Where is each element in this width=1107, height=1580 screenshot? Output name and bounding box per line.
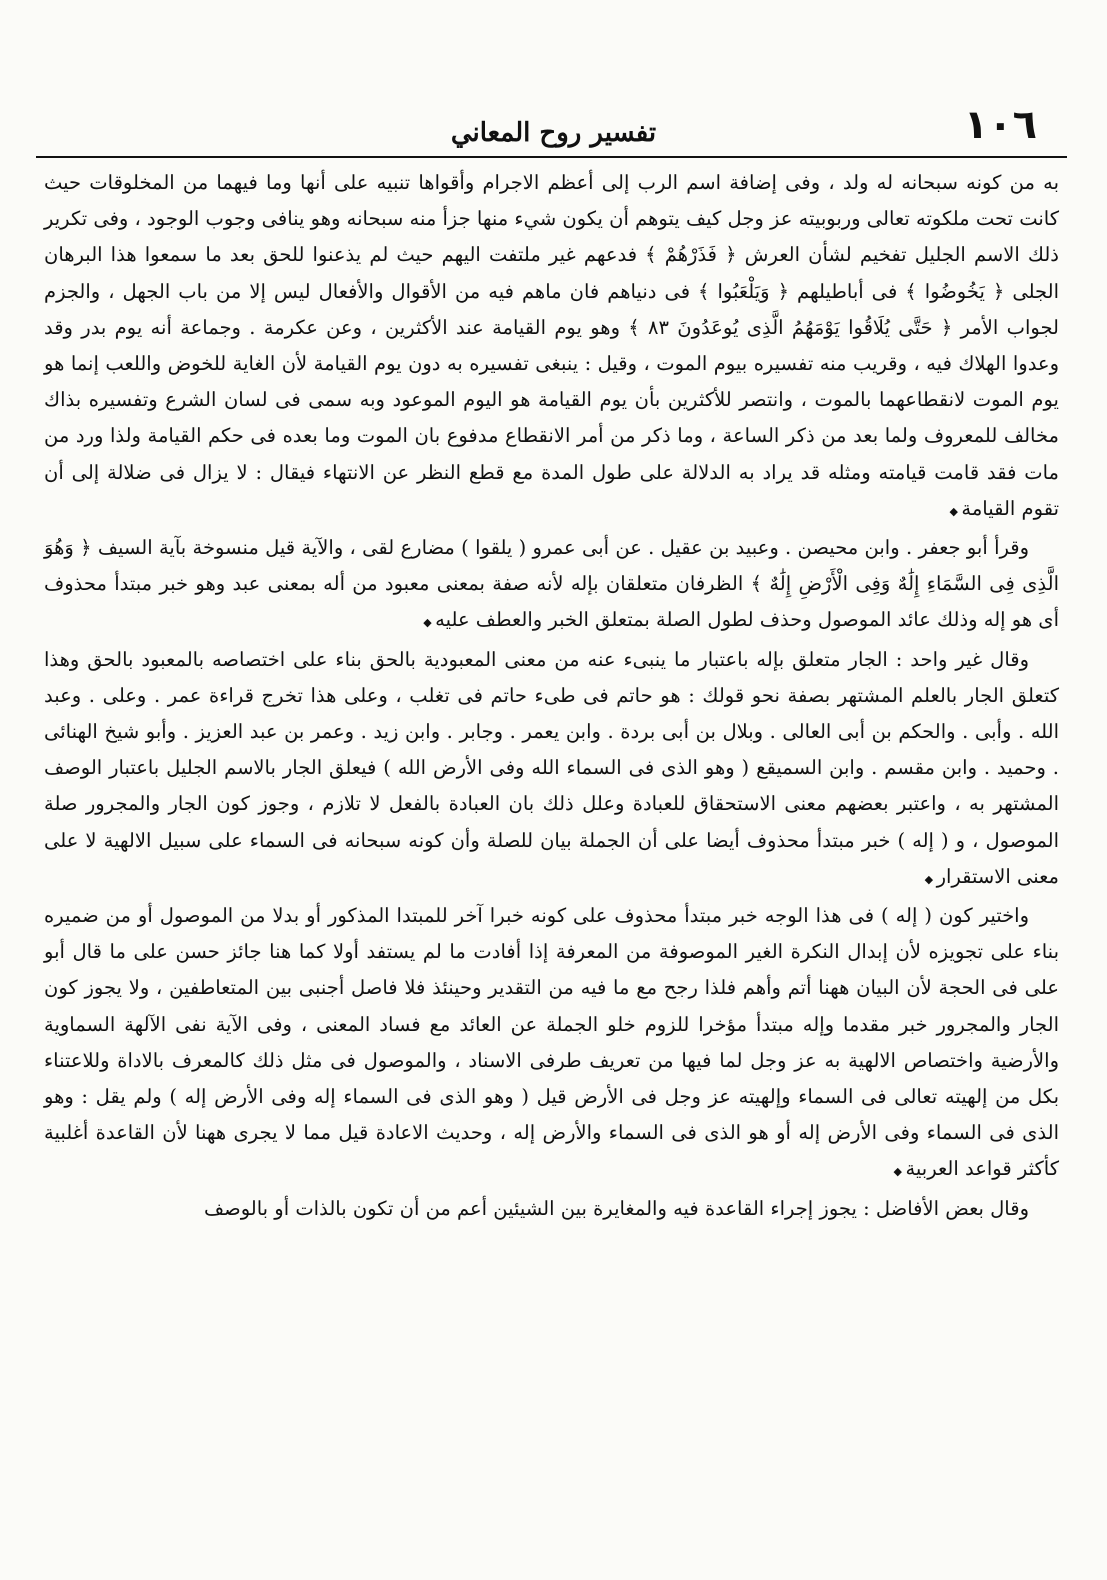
page-body (44, 165, 1059, 1227)
running-title: تفسير روح المعاني (450, 118, 657, 148)
paragraph-1: به من كونه سبحانه له ولد ، وفى إضافة اسم الرب إلى أعظم الاجرام وأقواها تنبيه على أنها وما فيهما من المخلوقات حيث كانت تحت ملكوته تعالى وربوبيته عز وجل كيف يتوهم أن يكون شيء منها جزأ منه سبحانه وهو ينافى وجوب الوجود ، وفى تكرير ذلك الاسم الجليل تفخيم لشأن العرش ﴿ فَذَرْهُمْ ﴾ فدعهم غير ملتفت اليهم حيث لم يذعنوا للحق بعد ما سمعوا هذا البرهان الجلى ﴿ يَخُوضُوا ﴾ فى أباطيلهم ﴿ وَيَلْعَبُوا ﴾ فى دنياهم فان ماهم فيه من الأقوال والأفعال ليس إلا من باب الجهل ، والجزم لجواب الأمر ﴿ حَتَّى يُلَاقُوا يَوْمَهُمُ الَّذِى يُوعَدُونَ ٨٣ ﴾ وهو يوم القيامة عند الأكثرين ، وعن عكرمة . وجماعة أنه يوم بدر وقد وعدوا الهلاك فيه ، وقريب منه تفسيره بيوم الموت ، وقيل : ينبغى تفسيره به دون يوم القيامة لأن الغاية للخوض واللعب إنما هو يوم الموت لانقطاعهما بالموت ، وانتصر للأكثرين بأن يوم القيامة هو اليوم الموعود وبه سمى فى لسان الشرع وتفسيره بذاك مخالف للمعروف ولما بعد من ذكر الساعة ، وما ذكر من أمر الانقطاع مدفوع بان الموت وما بعده فى حكم القيامة ولذا ورد من مات فقد قامت قيامته ومثله قد يراد به الدلالة على طول المدة مع قطع النظر عن الانتهاء فيقال : لا يزال فى ضلالة إلى أن تقوم القيامة ◆ (44, 165, 1059, 530)
paragraph-5: وقال بعض الأفاضل : يجوز إجراء القاعدة فيه والمغايرة بين الشيئين أعم من أن تكون بالذات أو بالوصف (203, 1196, 1029, 1220)
header-rule (36, 156, 1067, 158)
paragraph-2: وقرأ أبو جعفر . وابن محيصن . وعبيد بن عقيل . عن أبى عمرو ( يلقوا ) مضارع لقى ، والآية قيل منسوخة بآية السيف ﴿ وَهُوَ الَّذِى فِى السَّمَاءِ إِلَٰهٌ وَفِى الْأَرْضِ إِلَٰهٌ ﴾ الظرفان متعلقان بإله لأنه صفة بمعنى معبود من أله بمعنى عبد وهو خبر مبتدأ محذوف أى هو إله وذلك عائد الموصول وحذف لطول الصلة بمتعلق الخبر والعطف عليه ◆ (44, 530, 1059, 642)
page-number: ١٠٦ (963, 102, 1037, 148)
paragraph-4: واختير كون ( إله ) فى هذا الوجه خبر مبتدأ محذوف على كونه خبرا آخر للمبتدا المذكور أو بدلا من الموصول أو من ضميره بناء على تجويزه لأن إبدال النكرة الغير الموصوفة من المعرفة إذا أفادت ما لم يستفد أولا كما هنا جائز حسن على ما قال أبو على فى الحجة لأن البيان ههنا أتم وأهم فلذا رجح مع ما فيه من التقدير وحينئذ فلا فاصل أجنبى بين المتعاطفين ، ولا يجوز كون الجار والمجرور خبر مقدما وإله مبتدأ مؤخرا للزوم خلو الجملة عن العائد مع فساد المعنى ، وفى الآية نفى الآلهة السماوية والأرضية واختصاص الالهية به عز وجل لما فيها من تعريف طرفى الاسناد ، والموصول فى مثل ذلك كالمعرف بالاداة وللاعتناء بكل من إلهيته تعالى فى السماء وإلهيته عز وجل فى الأرض قيل ( وهو الذى فى السماء إله وفى الأرض إله ) ولم يقل : وهو الذى فى السماء وفى الأرض إله أو هو الذى فى السماء والأرض إله ، وحديث الاعادة قيل مما لا يجرى ههنا لأن القاعدة أغلبية كأكثر قواعد العربية ◆ (44, 898, 1059, 1191)
paragraph-3: وقال غير واحد : الجار متعلق بإله باعتبار ما ينبىء عنه من معنى المعبودية بالحق بناء على اختصاصه بالمعبود بالحق وهذا كتعلق الجار بالعلم المشتهر بصفة نحو قولك : هو حاتم فى طىء حاتم فى تغلب ، وعلى هذا تخرج قراءة عمر . وعلى . وعبد الله . وأبى . والحكم بن أبى العالى . وبلال بن أبى بردة . وابن يعمر . وجابر . وابن زيد . وعمر بن عبد العزيز . وأبو شيخ الهنائى . وحميد . وابن مقسم . وابن السميقع ( وهو الذى فى السماء الله وفى الأرض الله ) فيعلق الجار بالاسم الجليل باعتبار الوصف المشتهر به ، واعتبر بعضهم معنى الاستحقاق للعبادة وعلل ذلك بان العبادة بالفعل لا تلازم ، وجوز كون الجار والمجرور صلة الموصول ، و ( إله ) خبر مبتدأ محذوف أيضا على أن الجملة بيان للصلة وأن كونه سبحانه فى السماء على سبيل الالهية لا على معنى الاستقرار ◆ (44, 642, 1059, 898)
